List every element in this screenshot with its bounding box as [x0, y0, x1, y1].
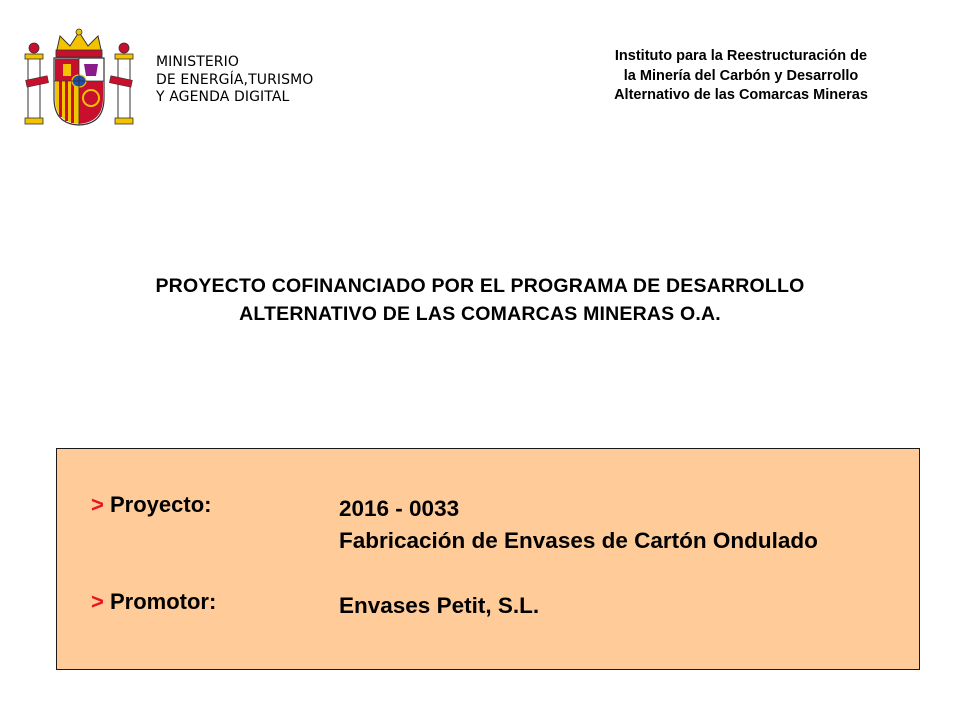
institute-line-3: Alternativo de las Comarcas Mineras: [614, 87, 868, 103]
arrow-bullet-icon: >: [91, 492, 104, 517]
project-label: [91, 492, 211, 518]
headline-line-2: ALTERNATIVO DE LAS COMARCAS MINERAS O.A.: [239, 303, 721, 325]
project-info-box: [56, 448, 920, 670]
project-name: Fabricación de Envases de Cartón Ondulado: [339, 528, 818, 553]
coat-of-arms-logo: [22, 28, 136, 128]
institute-line-1: Instituto para la Reestructuración de: [614, 48, 868, 64]
project-code: 2016 - 0033: [339, 496, 460, 521]
project-label-text: Proyecto:: [109, 492, 212, 517]
promoter-label-text: Promotor:: [109, 589, 217, 614]
ministry-name: [156, 54, 313, 107]
cofinancing-headline: [60, 272, 900, 328]
promoter-name: Envases Petit, S.L.: [339, 593, 540, 618]
institute-name: [560, 47, 922, 106]
headline-line-1: PROYECTO COFINANCIADO POR EL PROGRAMA DE DESARROLLO: [155, 275, 805, 297]
promoter-label: [91, 589, 216, 615]
ministry-line-1: MINISTERIO: [156, 54, 239, 70]
institute-line-2: la Minería del Carbón y Desarrollo: [623, 67, 859, 84]
ministry-line-2: DE ENERGÍA,TURISMO: [156, 71, 314, 88]
ministry-line-3: Y AGENDA DIGITAL: [156, 89, 290, 105]
arrow-bullet-icon: >: [91, 589, 104, 614]
